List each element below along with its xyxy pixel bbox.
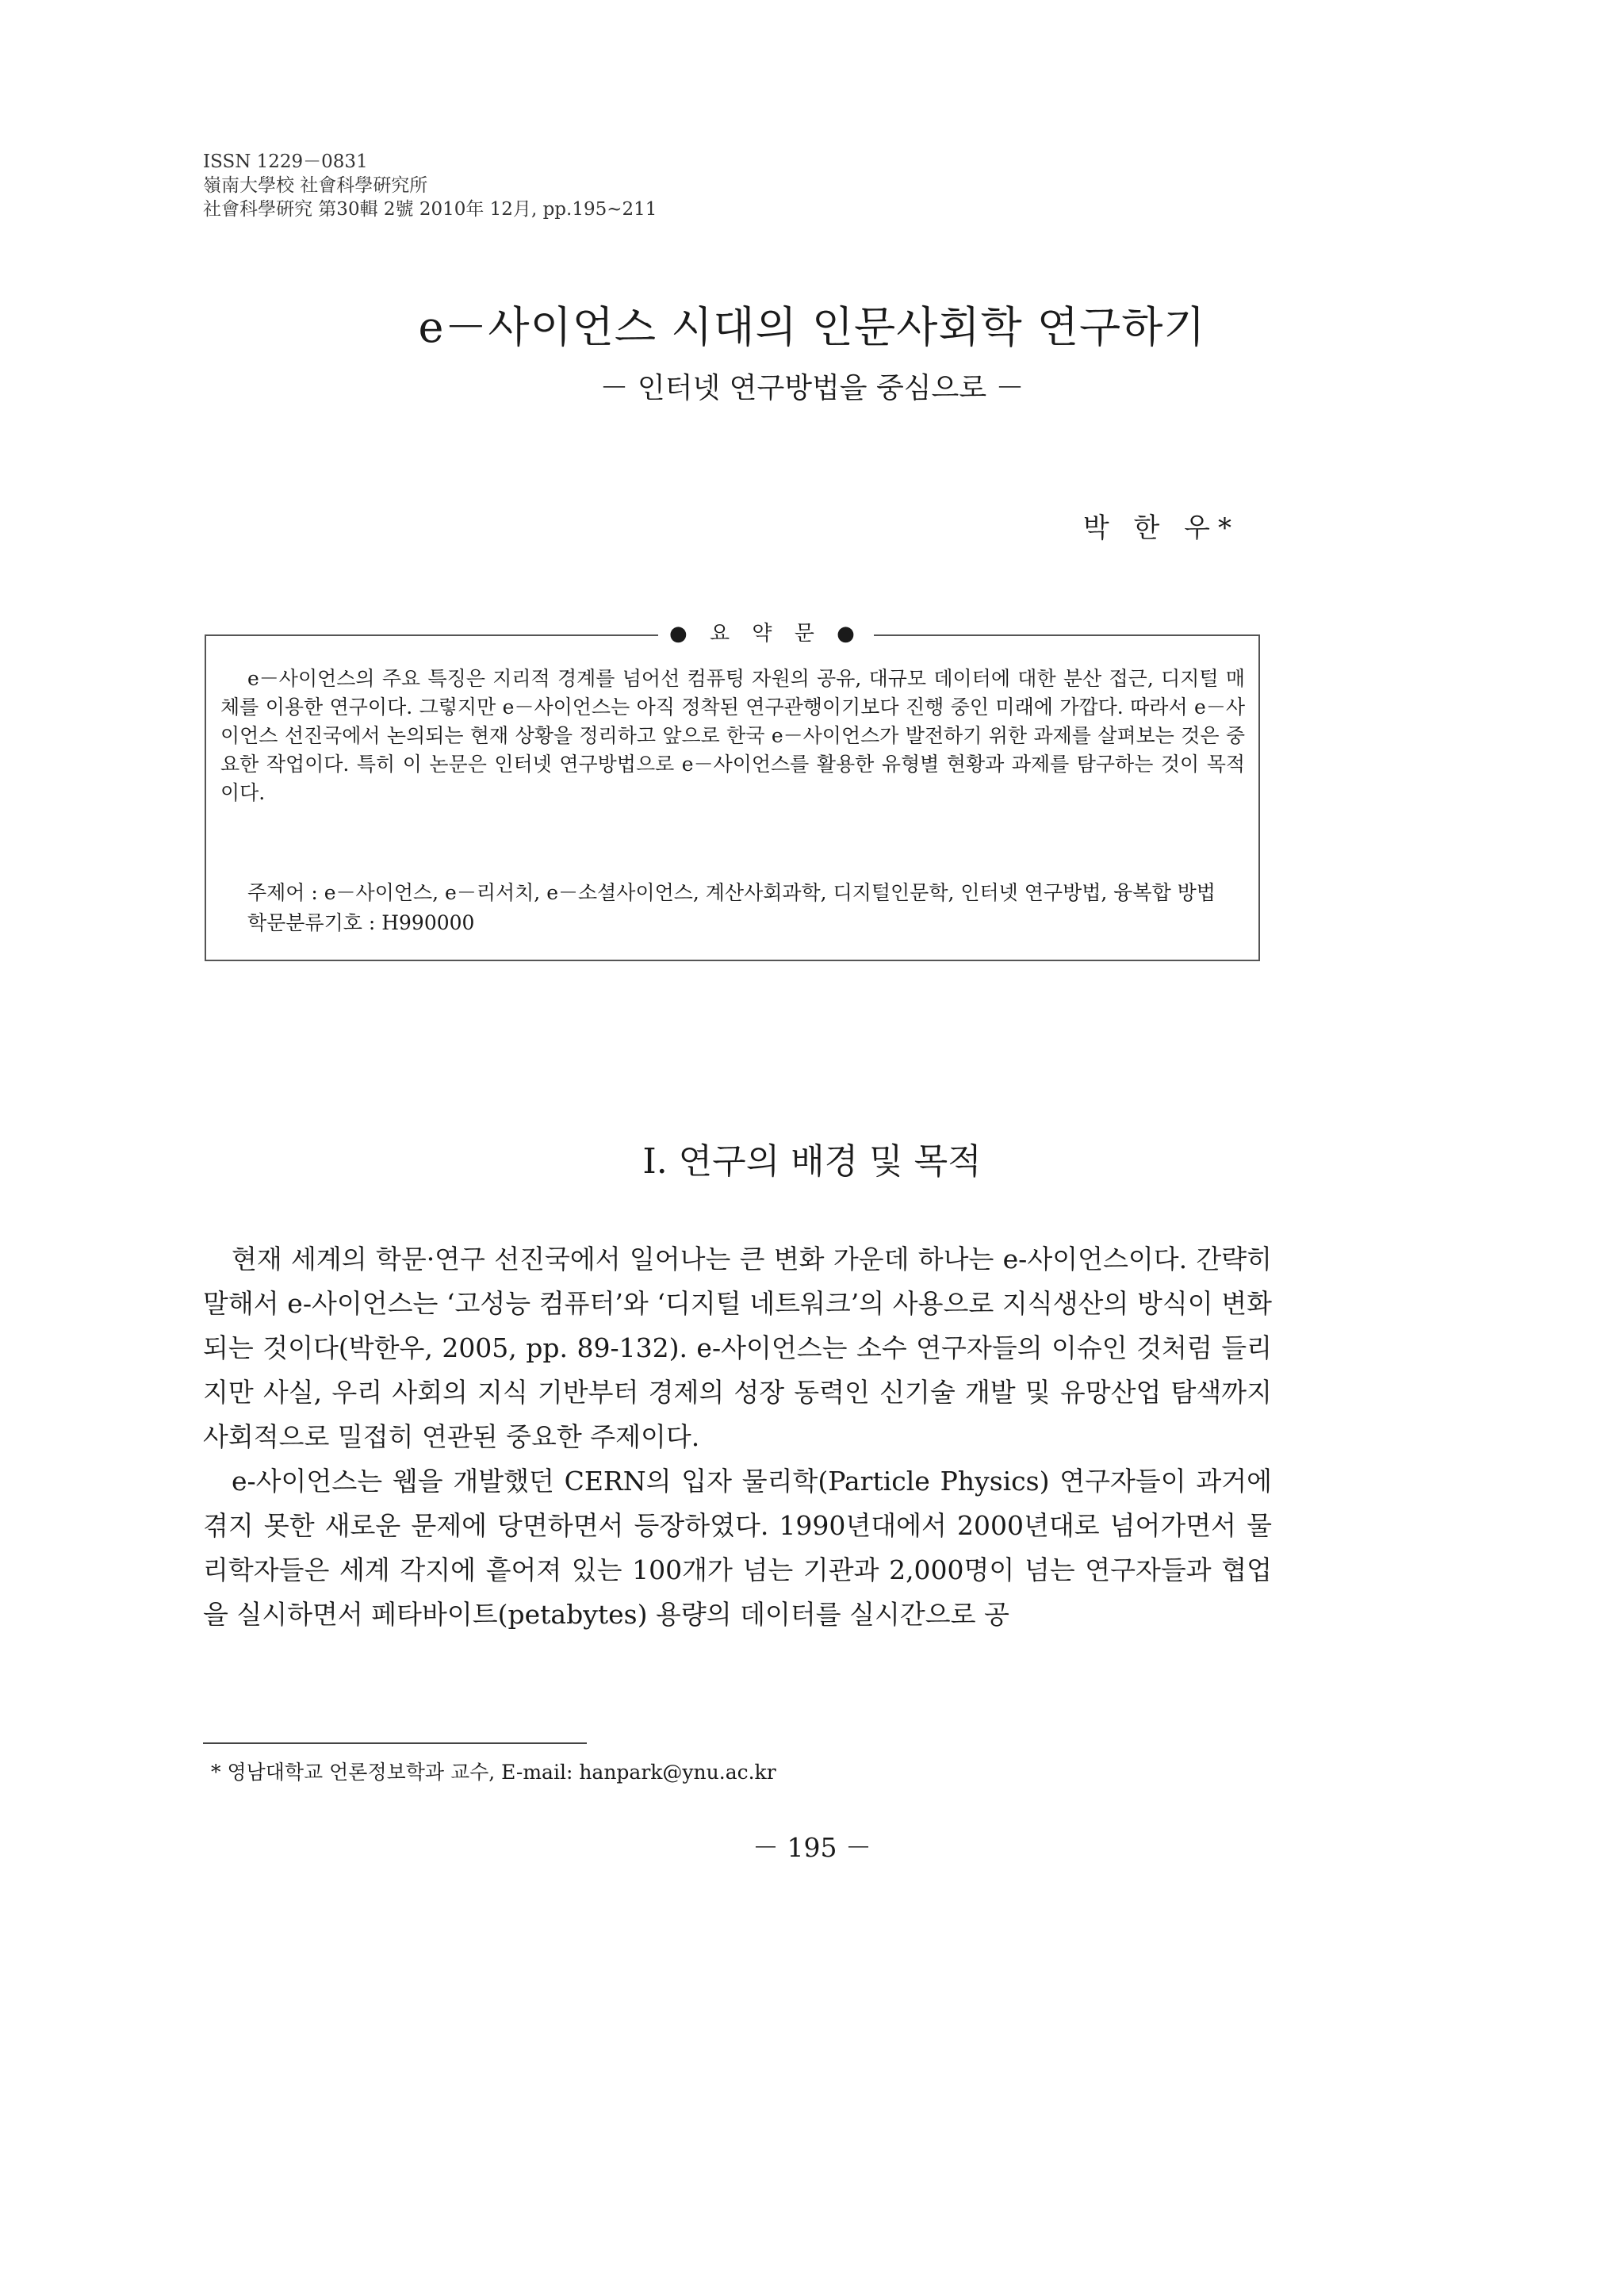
issn-line: ISSN 1229－0831 <box>203 151 368 172</box>
abstract-label: ● 요 약 문 ● <box>658 620 874 647</box>
classification-code: 학문분류기호 : H990000 <box>247 911 475 934</box>
page-number: － 195 － <box>753 1832 871 1863</box>
paragraph-1: 현재 세계의 학문·연구 선진국에서 일어나는 큰 변화 가운데 하나는 e-사이언스이다. 간략히 말해서 e-사이언스는 ‘고성능 컴퓨터’와 ‘디지털 네트워크’의 사용으로 지식생산의 방식이 변화되는 것이다(박한우, 2005, pp. 89-132). e-사이언스는 소수 연구자들의 이슈인 것처럼 들리지만 사실, 우리 사회의 지식 기반부터 경제의 성장 동력인 신기술 개발 및 유망산업 탐색까지 사회적으로 밀접히 연관된 중요한 주제이다. <box>203 1244 1272 1452</box>
paper-subtitle: － 인터넷 연구방법을 중심으로 － <box>599 372 1025 404</box>
keywords: 주제어 : e－사이언스, e－리서치, e－소셜사이언스, 계산사회과학, 디지털인문학, 인터넷 연구방법, 융복합 방법 <box>247 881 1216 904</box>
paper-title: e－사이언스 시대의 인문사회학 연구하기 <box>418 302 1206 352</box>
section-heading: Ⅰ. 연구의 배경 및 목적 <box>642 1141 982 1182</box>
footnote: * 영남대학교 언론정보학과 교수, E-mail: hanpark@ynu.ac.kr <box>211 1761 776 1784</box>
paragraph-2: e-사이언스는 웹을 개발했던 CERN의 입자 물리학(Particle Physics) 연구자들이 과거에 겪지 못한 새로운 문제에 당면하면서 등장하였다. 1990년대에서 2000년대로 넘어가면서 물리학자들은 세계 각지에 흩어져 있는 100개가 넘는 기관과 2,000명이 넘는 연구자들과 협업을 실시하면서 페타바이트(petabytes) 용량의 데이터를 실시간으로 공 <box>203 1466 1272 1630</box>
footnote-divider <box>203 1742 587 1744</box>
journal-citation: 社會科學硏究 第30輯 2號 2010年 12月, pp.195~211 <box>203 199 657 220</box>
author-name: 박 한 우* <box>1082 512 1239 544</box>
abstract-text: e－사이언스의 주요 특징은 지리적 경계를 넘어선 컴퓨팅 자원의 공유, 대규모 데이터에 대한 분산 접근, 디지털 매체를 이용한 연구이다. 그렇지만 e－사이언스는 아직 정착된 연구관행이기보다 진행 중인 미래에 가깝다. 따라서 e－사이언스 선진국에서 논의되는 현재 상황을 정리하고 앞으로 한국 e－사이언스가 발전하기 위한 과제를 살펴보는 것은 중요한 작업이다. 특히 이 논문은 인터넷 연구방법으로 e－사이언스를 활용한 유형별 현황과 과제를 탐구하는 것이 목적이다. <box>220 667 1245 804</box>
body-text <box>203 1237 1272 1637</box>
institute-line: 嶺南大學校 社會科學硏究所 <box>203 175 428 196</box>
